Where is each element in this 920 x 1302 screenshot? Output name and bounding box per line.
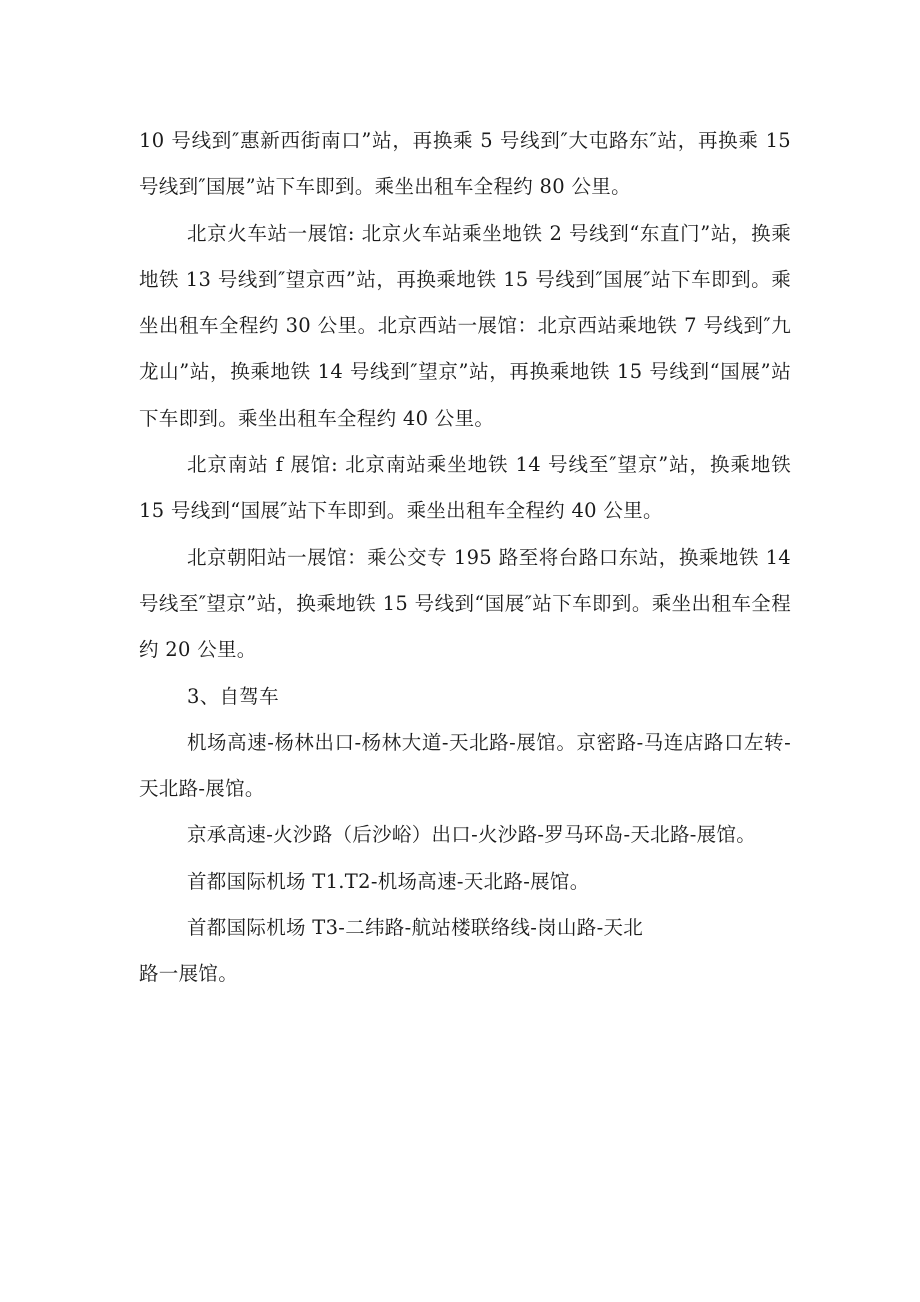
paragraph-airport-t1-t2-route: 首都国际机场 T1.T2-机场高速-天北路-展馆。: [187, 869, 590, 893]
paragraph-beijing-chaoyang-station: 北京朝阳站一展馆：乘公交专 195 路至将台路口东站，换乘地铁 14 号线至″望京”站，换乘地铁 15 号线到“国展″站下车即到。乘坐出租车全程约 20 公里。: [139, 545, 791, 662]
paragraph-subway-line10-continued: 10 号线到″惠新西街南口”站，再换乘 5 号线到″大屯路东″站，再换乘 15 号线到″国展”站下车即到。乘坐出租车全程约 80 公里。: [139, 129, 791, 199]
paragraph-beijing-south-station: 北京南站 f 展馆: 北京南站乘坐地铁 14 号线至″望京”站，换乘地铁 15 号线到“国展″站下车即到。乘坐出租车全程约 40 公里。: [139, 453, 791, 523]
paragraph-airport-t3-route-end: 路一展馆。: [139, 962, 239, 986]
section-heading-self-driving: 3、自驾车: [187, 684, 279, 708]
paragraph-beijing-station-and-west-station: 北京火车站一展馆: 北京火车站乘坐地铁 2 号线到“东直门”站，换乘地铁 13 号线到″望京西”站，再换乘地铁 15 号线到″国展″站下车即到。乘坐出租车全程约 30 公里。北京西站一展馆：北京西站乘地铁 7 号线到″九龙山”站，换乘地铁 14 号线到″望京”站，再换乘地铁 15 号线到“国展”站下车即到。乘坐出租车全程约 40 公里。: [139, 221, 791, 430]
paragraph-airport-t3-route: 首都国际机场 T3-二纬路-航站楼联络线-岗山路-天北: [187, 916, 644, 940]
paragraph-jingcheng-expressway-route: 京承高速-火沙路（后沙峪）出口-火沙路-罗马环岛-天北路-展馆。: [187, 823, 757, 847]
paragraph-airport-expressway-route: 机场高速-杨林出口-杨林大道-天北路-展馆。京密路-马连店路口左转-天北路-展馆。: [139, 730, 791, 801]
document-body: [139, 118, 791, 998]
